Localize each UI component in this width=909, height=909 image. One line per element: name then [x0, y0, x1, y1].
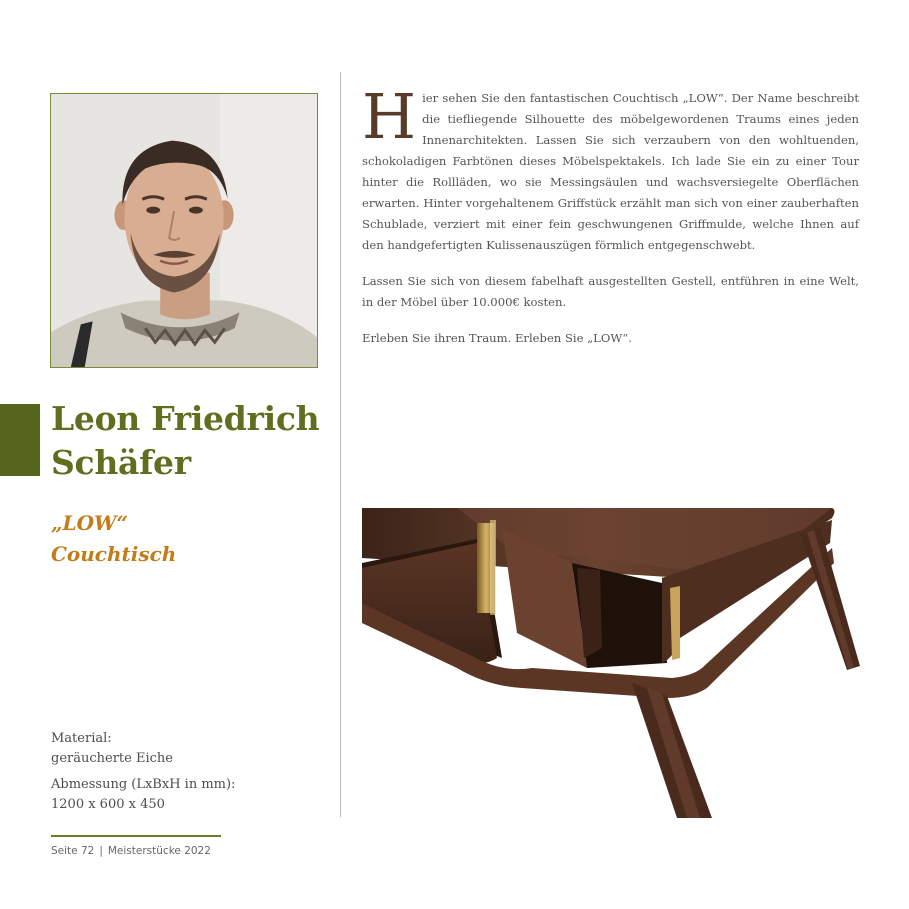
product-description: [362, 80, 859, 364]
designer-name: [51, 397, 331, 485]
page-footer: [51, 845, 211, 857]
designer-name-line2: Schäfer: [51, 443, 191, 482]
product-specs: [51, 729, 291, 815]
product-type: Couchtisch: [51, 542, 177, 566]
designer-portrait: [50, 93, 318, 368]
material-value: geräucherte Eiche: [51, 751, 173, 766]
footer-rule: [51, 835, 221, 837]
footer-separator: |: [99, 845, 103, 857]
description-paragraph-1: [362, 80, 859, 256]
coffee-table-image: [362, 508, 862, 818]
publication-name: Meisterstücke 2022: [107, 845, 211, 857]
product-title: [51, 508, 311, 570]
drop-cap: H: [362, 80, 417, 153]
dimension-value: 1200 x 600 x 450: [51, 797, 165, 812]
description-paragraph-1-text: ier sehen Sie den fantastischen Couchtisch „LOW“. Der Name beschreibt die tiefliegende Silhouette des möbelgewordenen Traums eines jeden Innenarchitekten. Lassen Sie sich verzaubern von den wohltuenden, schokoladigen Farbtönen dieses Möbelspektakels. Ich lade Sie ein zu einer Tour hinter die Rollläden, wo sie Messingsäulen und wachsversiegelte Oberflächen erwarten. Hinter vorgehaltenem Griffstück erzählt man sich von einer zauberhaften Schublade, verziert mit einer fein geschwungenen Griffmulde, welche Ihnen auf den handgefertigten Kulissenauszügen förmlich entgegenschwebt.: [362, 91, 859, 252]
product-photo: [362, 508, 862, 818]
portrait-image: [51, 94, 317, 367]
accent-bar: [0, 404, 40, 476]
dimension-label: Abmessung (LxBxH in mm):: [51, 777, 236, 792]
designer-name-line1: Leon Friedrich: [51, 399, 320, 438]
material-label: Material:: [51, 731, 112, 746]
description-paragraph-3: Erleben Sie ihren Traum. Erleben Sie „LOW“.: [362, 331, 632, 345]
page-number: Seite 72: [51, 845, 95, 857]
column-divider: [340, 72, 341, 817]
product-name: „LOW“: [51, 511, 128, 535]
description-paragraph-2: Lassen Sie sich von diesem fabelhaft ausgestellten Gestell, entführen in eine Welt, in der Möbel über 10.000€ kosten.: [362, 274, 859, 309]
